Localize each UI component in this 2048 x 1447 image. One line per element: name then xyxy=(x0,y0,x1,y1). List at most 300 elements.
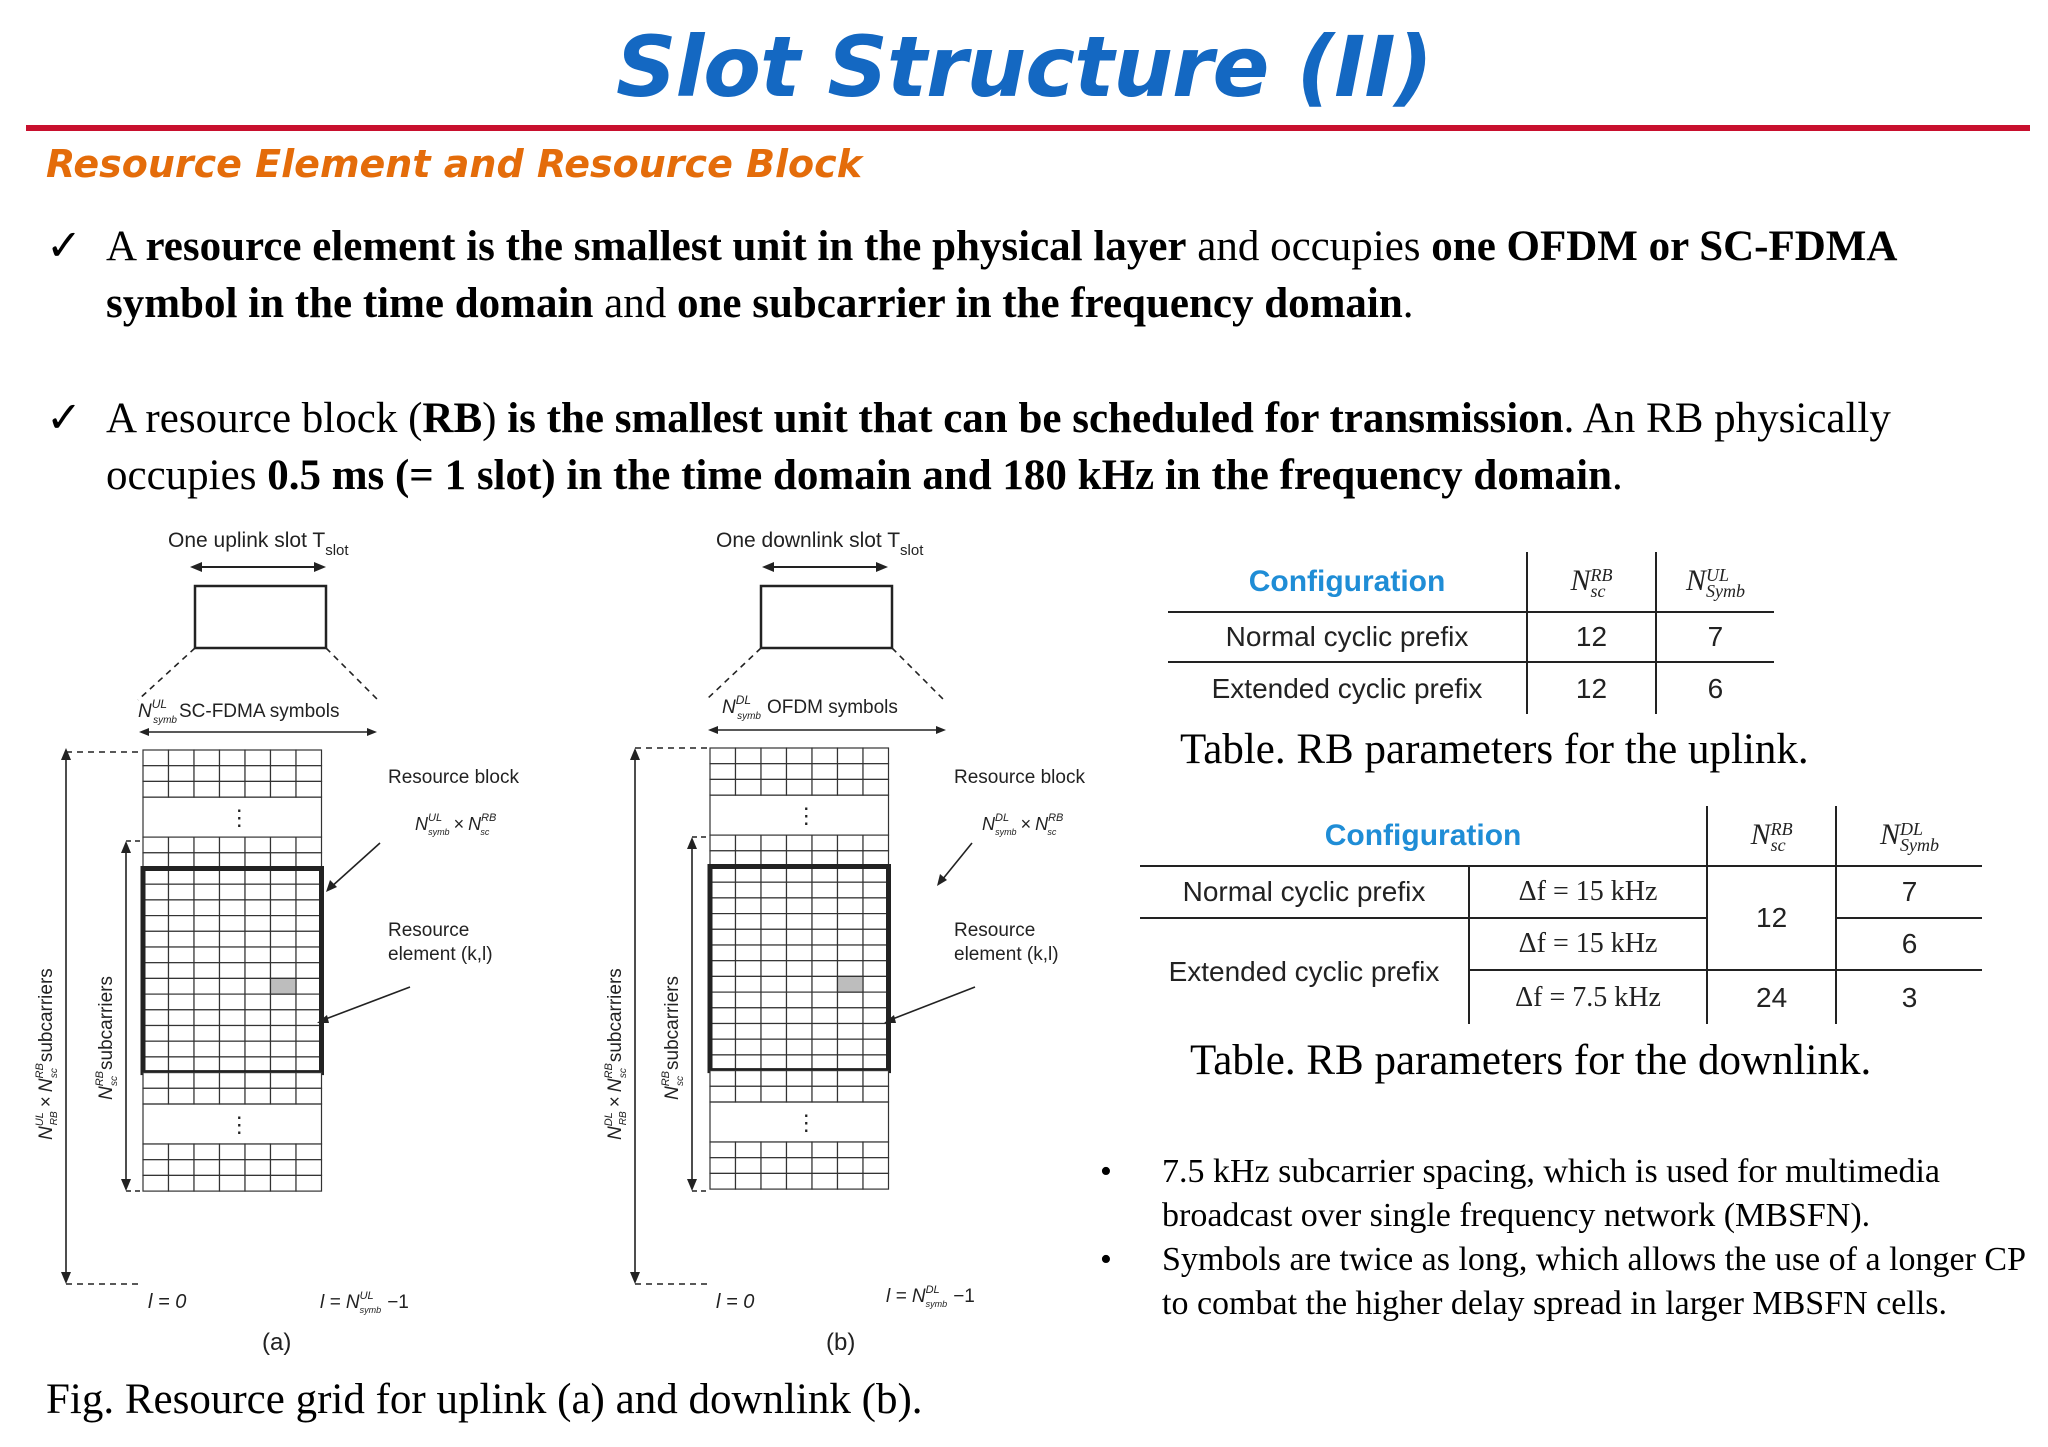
grid-cell xyxy=(271,766,297,782)
grid-cell xyxy=(838,961,864,977)
arrow-head-icon xyxy=(190,562,202,572)
grid-cell xyxy=(169,1010,195,1026)
grid-cell xyxy=(296,931,322,947)
grid-cell xyxy=(220,1026,246,1042)
grid-cell xyxy=(194,978,220,994)
grid-cell xyxy=(838,898,864,914)
grid-cell xyxy=(220,978,246,994)
grid-cell xyxy=(736,1086,762,1102)
grid-cell xyxy=(245,1073,271,1089)
grid-cell xyxy=(194,1088,220,1104)
uplink-inner-axis-label: $N^{RB}$ scsubcarriers xyxy=(94,976,120,1100)
grid-cell xyxy=(863,945,889,961)
grid-cell xyxy=(194,916,220,932)
uplink-outer-axis-label: $N^{UL}$ $RB\times N^{RB}$ scsubcarriers xyxy=(34,968,60,1140)
grid-cell xyxy=(220,1088,246,1104)
grid-cell xyxy=(787,1158,813,1174)
grid-cell xyxy=(143,963,169,979)
grid-cell xyxy=(220,1175,246,1191)
grid-cell xyxy=(761,961,787,977)
grid-cell xyxy=(143,1160,169,1176)
grid-cell xyxy=(812,976,838,992)
grid-cell xyxy=(169,916,195,932)
grid-cell xyxy=(736,898,762,914)
table-cell: Δf = 15 kHz xyxy=(1469,918,1707,970)
bullet-text-part: . An RB physically occupies xyxy=(106,395,1891,499)
note-text: Symbols are twice as long, which allows the use of a longer CP to combat the higher delay spread in larger MBSFN cells. xyxy=(1162,1241,2025,1322)
grid-cell xyxy=(710,1024,736,1040)
grid-cell xyxy=(736,779,762,795)
grid-cell xyxy=(169,978,195,994)
grid-cell xyxy=(838,1142,864,1158)
grid-cell xyxy=(271,947,297,963)
grid-cell xyxy=(761,1158,787,1174)
vdots-icon: ⋮ xyxy=(228,1112,251,1137)
grid-cell xyxy=(220,1160,246,1176)
grid-cell xyxy=(169,884,195,900)
grid-cell xyxy=(296,1175,322,1191)
grid-cell xyxy=(736,961,762,977)
grid-cell xyxy=(761,914,787,930)
grid-cell xyxy=(838,764,864,780)
grid-cell xyxy=(296,1073,322,1089)
grid-cell xyxy=(245,750,271,766)
grid-cell xyxy=(296,1160,322,1176)
grid-cell xyxy=(812,961,838,977)
downlink-l-start: l = 0 xyxy=(716,1291,755,1313)
grid-cell xyxy=(245,1175,271,1191)
table-cell: 3 xyxy=(1836,970,1982,1024)
grid-cell xyxy=(787,1086,813,1102)
grid-cell xyxy=(863,1086,889,1102)
grid-cell xyxy=(143,994,169,1010)
table-cell: 12 xyxy=(1707,866,1836,970)
grid-cell xyxy=(245,766,271,782)
downlink-slot-label: One downlink slot $T_{slot}$ xyxy=(716,529,924,559)
grid-cell xyxy=(296,1026,322,1042)
grid-cell xyxy=(710,914,736,930)
rb-pointer xyxy=(942,843,972,880)
bullet-icon: • xyxy=(1100,1153,1112,1190)
grid-cell xyxy=(710,764,736,780)
uplink-header-nsymb: N UL Symb xyxy=(1656,552,1774,612)
arrow-head-icon xyxy=(139,728,149,736)
grid-cell xyxy=(220,994,246,1010)
arrow-head-icon xyxy=(630,748,640,760)
uplink-resource-element-label: Resource element (k,l) xyxy=(388,920,493,965)
arrow-head-icon xyxy=(876,562,888,572)
table-cell: 6 xyxy=(1656,662,1774,714)
grid-cell xyxy=(220,1144,246,1160)
grid-cell xyxy=(296,781,322,797)
grid-cell xyxy=(169,931,195,947)
grid-cell xyxy=(710,929,736,945)
bullet-text-part: A xyxy=(106,223,146,270)
grid-cell xyxy=(271,837,297,853)
note-text: 7.5 kHz subcarrier spacing, which is used for multimedia broadcast over single frequency network (MBSFN). xyxy=(1162,1153,1941,1234)
grid-cell xyxy=(194,947,220,963)
grid-cell xyxy=(194,781,220,797)
grid-cell xyxy=(736,1158,762,1174)
grid-cell xyxy=(143,900,169,916)
grid-cell xyxy=(838,1024,864,1040)
grid-cell xyxy=(838,882,864,898)
grid-cell xyxy=(194,931,220,947)
grid-cell xyxy=(194,963,220,979)
grid-cell xyxy=(736,992,762,1008)
grid-cell xyxy=(863,898,889,914)
arrow-head-icon xyxy=(936,726,946,734)
grid-cell xyxy=(271,1144,297,1160)
table-cell: 7 xyxy=(1836,866,1982,918)
arrow-head-icon xyxy=(708,726,718,734)
grid-cell xyxy=(220,947,246,963)
list-item xyxy=(1100,1238,2030,1370)
grid-cell xyxy=(761,1086,787,1102)
grid-cell xyxy=(838,945,864,961)
grid-cell xyxy=(863,1071,889,1087)
check-icon: ✓ xyxy=(46,223,83,270)
grid-cell xyxy=(169,1175,195,1191)
grid-cell xyxy=(812,898,838,914)
grid-cell xyxy=(245,994,271,1010)
grid-cell xyxy=(220,750,246,766)
downlink-header-nsc: N RB sc xyxy=(1707,806,1836,866)
resource-grid-figure xyxy=(30,520,1120,1370)
grid-cell xyxy=(245,931,271,947)
uplink-grid-cells xyxy=(143,750,322,1191)
grid-cell xyxy=(220,900,246,916)
arrow-head-icon xyxy=(314,562,326,572)
arrow-head-icon xyxy=(121,1179,131,1191)
bullet-text xyxy=(106,390,2006,504)
grid-cell xyxy=(710,945,736,961)
table-cell: 6 xyxy=(1836,918,1982,970)
grid-cell xyxy=(194,1160,220,1176)
bullet-text xyxy=(106,218,2006,332)
grid-cell xyxy=(143,1144,169,1160)
grid-cell xyxy=(710,748,736,764)
grid-cell xyxy=(245,1160,271,1176)
resource-element-cell xyxy=(271,978,297,994)
grid-cell xyxy=(761,945,787,961)
grid-cell xyxy=(787,914,813,930)
grid-cell xyxy=(812,1086,838,1102)
grid-cell xyxy=(787,1173,813,1189)
uplink-symbols-label: $N^{UL}$ symb SC-FDMA symbols xyxy=(138,697,340,726)
grid-cell xyxy=(838,1086,864,1102)
grid-cell xyxy=(169,750,195,766)
grid-cell xyxy=(710,1142,736,1158)
grid-cell xyxy=(787,882,813,898)
uplink-resource-grid xyxy=(34,529,519,1356)
grid-cell xyxy=(838,748,864,764)
grid-cell xyxy=(736,929,762,945)
downlink-header-nsymb: N DL Symb xyxy=(1836,806,1982,866)
page-title: Slot Structure (II) xyxy=(616,18,1432,116)
grid-cell xyxy=(736,835,762,851)
grid-cell xyxy=(736,1071,762,1087)
grid-cell xyxy=(736,945,762,961)
grid-cell xyxy=(245,900,271,916)
bullet-icon: • xyxy=(1100,1241,1112,1278)
grid-cell xyxy=(710,1086,736,1102)
grid-cell xyxy=(245,1010,271,1026)
grid-cell xyxy=(245,947,271,963)
grid-cell xyxy=(812,764,838,780)
grid-cell xyxy=(271,1088,297,1104)
arrow-head-icon xyxy=(61,1272,71,1284)
grid-cell xyxy=(761,898,787,914)
grid-cell xyxy=(787,961,813,977)
uplink-rb-table xyxy=(1168,552,1774,714)
bullet-text-part: . xyxy=(1402,280,1414,327)
grid-cell xyxy=(736,976,762,992)
grid-cell xyxy=(220,884,246,900)
re-pointer xyxy=(890,987,975,1020)
grid-cell xyxy=(245,884,271,900)
check-icon: ✓ xyxy=(46,395,83,442)
grid-cell xyxy=(838,779,864,795)
grid-cell xyxy=(761,976,787,992)
grid-cell xyxy=(736,1173,762,1189)
downlink-symbols-label: $N^{DL}$ symb OFDM symbols xyxy=(722,693,898,722)
downlink-header-configuration: Configuration xyxy=(1324,818,1522,852)
grid-cell xyxy=(194,884,220,900)
rb-pointer xyxy=(330,843,380,888)
grid-cell xyxy=(710,779,736,795)
re-pointer xyxy=(323,987,410,1020)
grid-cell xyxy=(194,994,220,1010)
grid-cell xyxy=(710,1158,736,1174)
bullet-text-part: resource element is the smallest unit in the physical layer xyxy=(145,223,1187,270)
bullet-text-part: 0.5 ms (= 1 slot) in the time domain and 180 kHz in the frequency domain xyxy=(267,452,1613,499)
grid-cell xyxy=(761,1024,787,1040)
grid-cell xyxy=(710,882,736,898)
grid-cell xyxy=(736,1024,762,1040)
grid-cell xyxy=(220,766,246,782)
arrow-head-icon xyxy=(367,728,377,736)
grid-cell xyxy=(761,748,787,764)
grid-cell xyxy=(245,916,271,932)
table-row xyxy=(1168,662,1774,714)
grid-cell xyxy=(863,1158,889,1174)
grid-cell xyxy=(863,835,889,851)
title-divider xyxy=(26,125,2030,131)
grid-cell xyxy=(169,837,195,853)
grid-cell xyxy=(736,1142,762,1158)
grid-cell xyxy=(710,1173,736,1189)
grid-cell xyxy=(863,1142,889,1158)
grid-cell xyxy=(271,1175,297,1191)
grid-cell xyxy=(194,1041,220,1057)
grid-cell xyxy=(812,929,838,945)
grid-cell xyxy=(220,931,246,947)
uplink-l-start: l = 0 xyxy=(148,1291,187,1313)
bullet-text-part: one OFDM or SC-FDMA symbol in the time domain xyxy=(106,223,1896,327)
arrow-head-icon xyxy=(121,841,131,853)
grid-cell xyxy=(761,835,787,851)
expand-line xyxy=(326,648,378,700)
downlink-l-end: $l = N^{DL}$ symb −1 xyxy=(886,1284,975,1309)
grid-cell xyxy=(812,1173,838,1189)
grid-cell xyxy=(863,1039,889,1055)
grid-cell xyxy=(143,1175,169,1191)
grid-cell xyxy=(761,882,787,898)
grid-cell xyxy=(194,1026,220,1042)
grid-cell xyxy=(863,882,889,898)
grid-cell xyxy=(296,1144,322,1160)
grid-cell xyxy=(838,1071,864,1087)
grid-cell xyxy=(710,1071,736,1087)
vdots-icon: ⋮ xyxy=(228,805,251,831)
table-cell: 12 xyxy=(1527,662,1656,714)
grid-cell xyxy=(761,1173,787,1189)
grid-cell xyxy=(296,766,322,782)
grid-cell xyxy=(271,781,297,797)
grid-cell xyxy=(787,992,813,1008)
grid-cell xyxy=(761,1008,787,1024)
grid-cell xyxy=(296,837,322,853)
downlink-rb-size-label: $N^{DL}$ symb × $N^{RB}$ sc xyxy=(982,812,1064,837)
grid-cell xyxy=(710,1008,736,1024)
arrow-head-icon xyxy=(326,880,337,892)
vdots-icon: ⋮ xyxy=(795,803,818,829)
grid-cell xyxy=(169,1160,195,1176)
grid-cell xyxy=(863,748,889,764)
grid-cell xyxy=(710,1039,736,1055)
grid-cell xyxy=(143,916,169,932)
grid-cell xyxy=(296,978,322,994)
grid-cell xyxy=(143,1088,169,1104)
grid-cell xyxy=(245,1026,271,1042)
downlink-resource-block-label: Resource block xyxy=(954,767,1085,788)
grid-cell xyxy=(736,914,762,930)
grid-cell xyxy=(812,1008,838,1024)
uplink-rb-size-label: $N^{UL}$ symb × $N^{RB}$ sc xyxy=(415,812,497,837)
figure-caption: Fig. Resource grid for uplink (a) and downlink (b). xyxy=(46,1376,923,1423)
downlink-grid-cells xyxy=(710,748,889,1189)
grid-cell xyxy=(812,945,838,961)
grid-cell xyxy=(296,884,322,900)
grid-cell xyxy=(296,963,322,979)
grid-cell xyxy=(761,1071,787,1087)
table-cell: Normal cyclic prefix xyxy=(1182,876,1426,907)
grid-cell xyxy=(812,992,838,1008)
grid-cell xyxy=(169,1088,195,1104)
grid-cell xyxy=(194,1073,220,1089)
grid-cell xyxy=(863,779,889,795)
downlink-panel-label: (b) xyxy=(826,1329,856,1356)
grid-cell xyxy=(710,961,736,977)
table-cell: Extended cyclic prefix xyxy=(1211,672,1483,704)
bullet-text-part: . xyxy=(1612,452,1623,499)
grid-cell xyxy=(863,1024,889,1040)
grid-cell xyxy=(812,835,838,851)
grid-cell xyxy=(245,781,271,797)
downlink-rb-table xyxy=(1140,806,1982,1024)
grid-cell xyxy=(787,779,813,795)
grid-cell xyxy=(863,929,889,945)
grid-cell xyxy=(710,835,736,851)
grid-cell xyxy=(296,1088,322,1104)
table-row xyxy=(1140,918,1982,970)
grid-cell xyxy=(710,976,736,992)
vdots-icon: ⋮ xyxy=(795,1110,818,1135)
grid-cell xyxy=(812,779,838,795)
grid-cell xyxy=(169,781,195,797)
grid-cell xyxy=(271,750,297,766)
downlink-table-caption: Table. RB parameters for the downlink. xyxy=(1190,1037,1872,1084)
grid-cell xyxy=(169,1073,195,1089)
grid-cell xyxy=(838,1039,864,1055)
grid-cell xyxy=(220,837,246,853)
grid-cell xyxy=(736,1008,762,1024)
table-cell: Δf = 15 kHz xyxy=(1469,866,1707,918)
grid-cell xyxy=(169,947,195,963)
uplink-header-configuration: Configuration xyxy=(1248,564,1446,598)
arrow-head-icon xyxy=(630,1272,640,1284)
grid-cell xyxy=(169,1041,195,1057)
grid-cell xyxy=(838,992,864,1008)
grid-cell xyxy=(143,766,169,782)
uplink-l-end: $l = N^{UL}$ symb −1 xyxy=(320,1290,409,1315)
grid-cell xyxy=(736,764,762,780)
grid-cell xyxy=(245,1088,271,1104)
grid-cell xyxy=(169,963,195,979)
grid-cell xyxy=(710,898,736,914)
grid-cell xyxy=(245,978,271,994)
grid-cell xyxy=(143,781,169,797)
bullet-text-part: RB xyxy=(422,395,483,442)
uplink-resource-block-label: Resource block xyxy=(388,767,519,788)
grid-cell xyxy=(812,748,838,764)
grid-cell xyxy=(812,914,838,930)
grid-cell xyxy=(296,1041,322,1057)
grid-cell xyxy=(787,898,813,914)
grid-cell xyxy=(194,837,220,853)
grid-cell xyxy=(169,766,195,782)
grid-cell xyxy=(169,994,195,1010)
grid-cell xyxy=(296,916,322,932)
grid-cell xyxy=(736,1039,762,1055)
uplink-header-nsc: N RB sc xyxy=(1527,552,1656,612)
grid-cell xyxy=(271,1026,297,1042)
grid-cell xyxy=(143,1041,169,1057)
grid-cell xyxy=(245,1144,271,1160)
grid-cell xyxy=(787,1071,813,1087)
grid-cell xyxy=(761,779,787,795)
grid-cell xyxy=(220,963,246,979)
arrow-head-icon xyxy=(687,1179,697,1191)
bullet-text-part: A resource block ( xyxy=(106,395,423,442)
grid-cell xyxy=(863,1008,889,1024)
notes-list xyxy=(1100,1150,2030,1370)
grid-cell xyxy=(220,916,246,932)
grid-cell xyxy=(863,976,889,992)
grid-cell xyxy=(245,963,271,979)
grid-cell xyxy=(761,1142,787,1158)
grid-cell xyxy=(787,835,813,851)
downlink-slot-box xyxy=(761,586,892,648)
grid-cell xyxy=(271,916,297,932)
grid-cell xyxy=(220,781,246,797)
table-cell: Extended cyclic prefix xyxy=(1168,955,1440,987)
expand-line xyxy=(892,648,944,700)
resource-element-cell xyxy=(838,976,864,992)
table-cell: Normal cyclic prefix xyxy=(1225,621,1469,652)
downlink-resource-element-label: Resource element (k,l) xyxy=(954,920,1059,965)
